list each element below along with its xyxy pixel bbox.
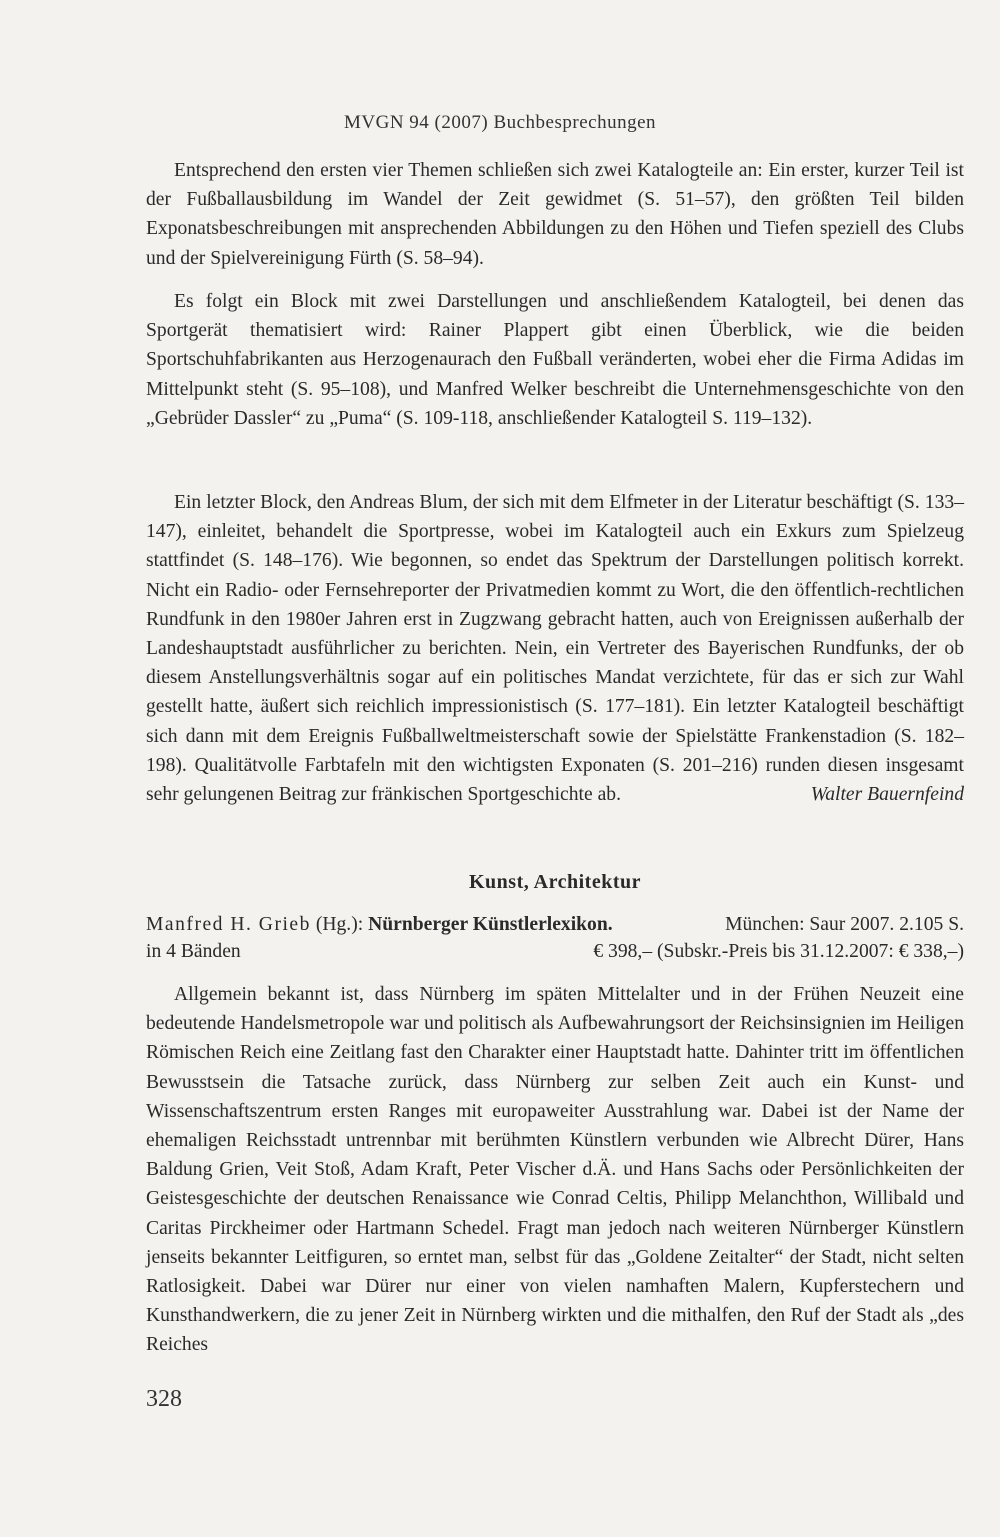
bibliographic-line-1 <box>146 911 964 938</box>
reviewer-signature: Walter Bauernfeind <box>810 784 964 806</box>
publication-info: München: Saur 2007. 2.105 S. <box>725 914 964 935</box>
bibliographic-entry <box>146 911 964 965</box>
book-price: € 398,– (Subskr.-Preis bis 31.12.2007: € 338,–) <box>593 941 964 962</box>
paragraph-sports-press <box>146 488 964 809</box>
paragraph-catalogue-parts: Entsprechend den ersten vier Themen schließen sich zwei Katalogteile an: Ein erster, kurzer Teil ist der Fußballausbildung im Wandel der Zeit gewidmet (S. 51–57), den größten Teil bilden Exponatsbeschreibungen mit ansprechenden Abbildungen zu den Höhen und Tiefen speziell des Clubs und der Spielvereinigung Fürth (S. 58–94). <box>146 160 964 269</box>
section-title: Kunst, Architektur <box>469 871 641 893</box>
bibliographic-author-title <box>146 911 613 938</box>
paragraph-nuremberg-art: Allgemein bekannt ist, dass Nürnberg im späten Mittelalter und in der Frühen Neuzeit eine bedeutende Handelsmetropole war und politisch als Aufbewahrungsort der Reichsinsignien im Heiligen Römischen Reich eine Zeitlang fast den Charakter einer Hauptstadt hatte. Dahinter tritt im öffentlichen Bewusstsein die Tatsache zurück, dass Nürnberg zur selben Zeit auch ein Kunst- und Wissenschaftszentrum ersten Ranges mit europaweiter Ausstrahlung war. Dabei ist der Name der ehemaligen Reichsstadt untrennbar mit berühmten Künstlern verbunden wie Albrecht Dürer, Hans Baldung Grien, Veit Stoß, Adam Kraft, Peter Vischer d.Ä. und Hans Sachs oder Persönlichkeiten der Geistesgeschichte der deutschen Renaissance wie Conrad Celtis, Philipp Melanchthon, Willibald und Caritas Pirckheimer oder Hartmann Schedel. Fragt man jedoch nach weiteren Nürnberger Künstlern jenseits bekannter Leitfiguren, so erntet man, selbst für das „Goldene Zeitalter“ der Stadt, nicht selten Ratlosigkeit. Dabei war Dürer nur einer von vielen namhaften Malern, Kupferstechern und Kunsthandwerkern, die zu jener Zeit in Nürnberg wirkten und die mithalfen, den Ruf der Stadt als „des Reiches <box>146 984 964 1356</box>
bibliographic-line-2 <box>146 938 964 965</box>
running-head: MVGN 94 (2007) Buchbesprechungen <box>343 112 657 133</box>
book-author: Manfred H. Grieb <box>146 914 311 935</box>
volume-count: in 4 Bänden <box>146 941 241 962</box>
editor-note: (Hg.): <box>315 914 364 935</box>
page-number: 328 <box>146 1386 182 1412</box>
book-title: Nürnberger Künstlerlexikon. <box>368 914 613 935</box>
paragraph-text: Ein letzter Block, den Andreas Blum, der sich mit dem Elfmeter in der Literatur beschäftigt (S. 133–147), einleitet, behandelt die Sportpresse, wobei im Katalogteil auch ein Exkurs zum Spielzeug stattfindet (S. 148–176). Wie begonnen, so endet das Spektrum der Darstellungen politisch korrekt. Nicht ein Radio- oder Fernsehreporter der Privatmedien kommt zu Wort, die den öffentlich-rechtlichen Rundfunk in den 1980er Jahren erst in Zugzwang gebracht hatten, auch von Ereignissen außerhalb der Landeshauptstadt ausführlicher zu berichten. Nein, ein Vertreter des Bayerischen Rundfunks, der ob diesem Anstellungsverhältnis sogar auf ein politisches Mandat verzichtete, für das er sich zur Wahl gestellt hatte, äußert sich reichlich impressionistisch (S. 177–181). Ein letzter Katalogteil beschäftigt sich dann mit dem Ereignis Fußballweltmeisterschaft sowie der Spielstätte Frankenstadion (S. 182–198). Qualitätvolle Farbtafeln mit den wichtigsten Exponaten (S. 201–216) runden diesen insgesamt sehr gelungenen Beitrag zur fränkischen Sportgeschichte ab. <box>146 492 964 806</box>
paragraph-sports-equipment: Es folgt ein Block mit zwei Darstellungen und anschließendem Katalogteil, bei denen das Sportgerät thematisiert wird: Rainer Plappert gibt einen Überblick, wie die beiden Sportschuhfabrikanten aus Herzogenaurach den Fußball veränderten, wobei eher die Firma Adidas im Mittelpunkt steht (S. 95–108), und Manfred Welker beschreibt die Unternehmensgeschichte von den „Gebrüder Dassler“ zu „Puma“ (S. 109-118, anschließender Katalogteil S. 119–132). <box>146 291 964 429</box>
